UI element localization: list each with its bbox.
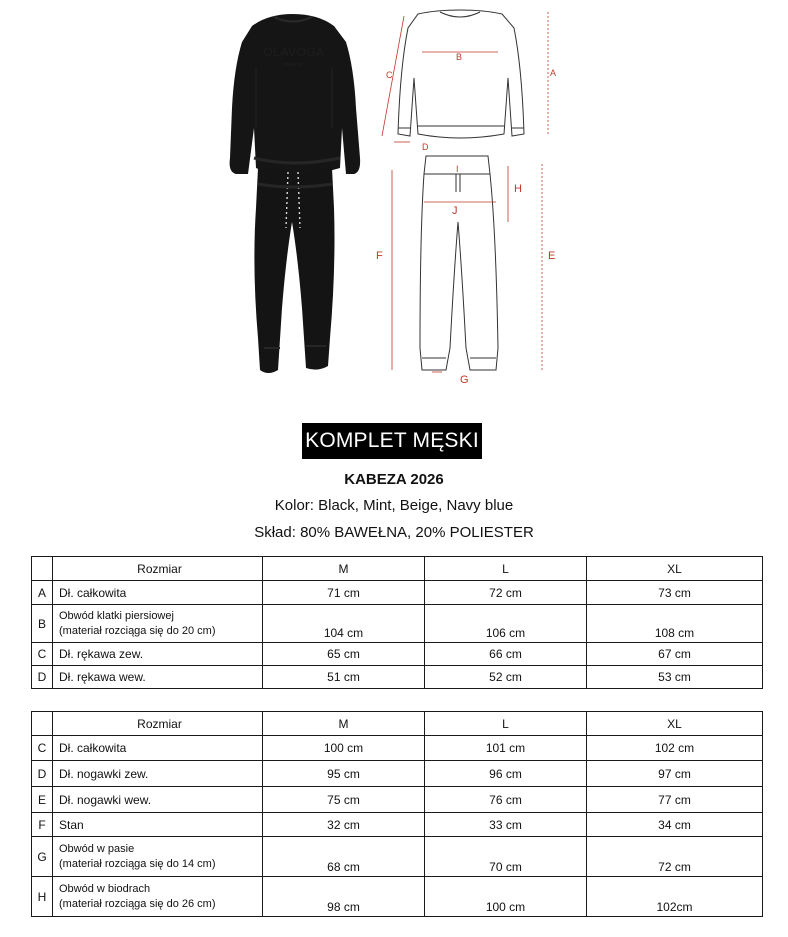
value-xl: 97 cm: [587, 761, 763, 787]
row-name-cell: [53, 877, 263, 917]
table-row: [32, 666, 763, 689]
value-m: 32 cm: [263, 813, 425, 837]
dim-label-j: J: [452, 205, 458, 217]
dim-label-e: E: [548, 250, 556, 262]
value-m: 68 cm: [263, 837, 425, 877]
row-name: Dł. całkowita: [53, 581, 263, 605]
row-letter: A: [32, 581, 53, 605]
header-m: M: [263, 557, 425, 581]
row-letter: B: [32, 605, 53, 643]
value-l: 52 cm: [425, 666, 587, 689]
table-header-row: [32, 712, 763, 736]
header-empty-cell: [32, 712, 53, 736]
table-row: [32, 605, 763, 643]
dim-label-d: D: [422, 142, 429, 152]
product-title: KOMPLET MĘSKI: [302, 423, 482, 459]
value-l: 70 cm: [425, 837, 587, 877]
value-l: 96 cm: [425, 761, 587, 787]
value-m: 65 cm: [263, 643, 425, 666]
sweatshirt-size-table: [31, 556, 763, 689]
row-note: (materiał rozciąga się do 14 cm): [59, 857, 216, 870]
header-xl: XL: [587, 557, 763, 581]
table-row: [32, 787, 763, 813]
dim-label-h: H: [514, 183, 522, 195]
row-name: Dł. nogawki zew.: [53, 761, 263, 787]
value-xl: 53 cm: [587, 666, 763, 689]
row-name-cell: [53, 837, 263, 877]
value-m: 98 cm: [263, 877, 425, 917]
row-name: Obwód w pasie: [59, 842, 135, 855]
table-row: [32, 837, 763, 877]
value-l: 101 cm: [425, 736, 587, 761]
value-xl: 72 cm: [587, 837, 763, 877]
row-letter: D: [32, 666, 53, 689]
value-m: 95 cm: [263, 761, 425, 787]
table-row: [32, 877, 763, 917]
sweatshirt-photo: [230, 14, 361, 176]
value-l: 76 cm: [425, 787, 587, 813]
header-size: Rozmiar: [53, 712, 263, 736]
header-m: M: [263, 712, 425, 736]
sweatshirt-diagram: [380, 8, 555, 156]
row-note: (materiał rozciąga się do 20 cm): [59, 624, 216, 637]
dim-label-g: G: [460, 374, 469, 386]
value-m: 100 cm: [263, 736, 425, 761]
dim-label-b: B: [456, 52, 463, 62]
header-size: Rozmiar: [53, 557, 263, 581]
value-xl: 77 cm: [587, 787, 763, 813]
row-letter: C: [32, 736, 53, 761]
product-model: KABEZA 2026: [344, 471, 444, 488]
value-l: 72 cm: [425, 581, 587, 605]
row-name: Obwód klatki piersiowej: [59, 609, 174, 622]
header-xl: XL: [587, 712, 763, 736]
value-xl: 73 cm: [587, 581, 763, 605]
row-name: Obwód w biodrach: [59, 882, 151, 895]
value-m: 51 cm: [263, 666, 425, 689]
row-name: Dł. nogawki wew.: [53, 787, 263, 813]
row-letter: H: [32, 877, 53, 917]
value-xl: 67 cm: [587, 643, 763, 666]
pants-dimension-lines: [392, 164, 542, 372]
row-letter: E: [32, 787, 53, 813]
value-xl: 34 cm: [587, 813, 763, 837]
brand-sub-logo: PARIS: [284, 62, 304, 67]
value-l: 106 cm: [425, 605, 587, 643]
pants-diagram: [372, 152, 562, 384]
joggers-photo: [254, 168, 334, 373]
row-name-cell: [53, 605, 263, 643]
product-colors: Kolor: Black, Mint, Beige, Navy blue: [274, 497, 514, 514]
product-photo: [222, 8, 364, 376]
product-composition: Skład: 80% BAWEŁNA, 20% POLIESTER: [254, 524, 534, 541]
row-letter: F: [32, 813, 53, 837]
header-l: L: [425, 557, 587, 581]
dim-label-f: F: [376, 250, 383, 262]
row-name: Dł. rękawa wew.: [53, 666, 263, 689]
value-m: 71 cm: [263, 581, 425, 605]
value-l: 33 cm: [425, 813, 587, 837]
row-name: Dł. całkowita: [53, 736, 263, 761]
row-letter: C: [32, 643, 53, 666]
value-l: 100 cm: [425, 877, 587, 917]
dim-label-a: A: [550, 68, 557, 78]
header-l: L: [425, 712, 587, 736]
row-name: Dł. rękawa zew.: [53, 643, 263, 666]
value-m: 75 cm: [263, 787, 425, 813]
table-row: [32, 761, 763, 787]
table-header-row: [32, 557, 763, 581]
value-xl: 102 cm: [587, 736, 763, 761]
row-note: (materiał rozciąga się do 26 cm): [59, 897, 216, 910]
value-xl: 108 cm: [587, 605, 763, 643]
row-letter: G: [32, 837, 53, 877]
value-m: 104 cm: [263, 605, 425, 643]
row-letter: D: [32, 761, 53, 787]
value-xl: 102cm: [587, 877, 763, 917]
table-row: [32, 813, 763, 837]
table-row: [32, 581, 763, 605]
table-row: [32, 643, 763, 666]
row-name: Stan: [53, 813, 263, 837]
dim-label-c: C: [386, 70, 393, 80]
pants-size-table: [31, 711, 763, 917]
value-l: 66 cm: [425, 643, 587, 666]
table-row: [32, 736, 763, 761]
dim-label-i: I: [456, 164, 459, 174]
brand-logo: OLAVOGA: [263, 45, 325, 59]
header-empty-cell: [32, 557, 53, 581]
